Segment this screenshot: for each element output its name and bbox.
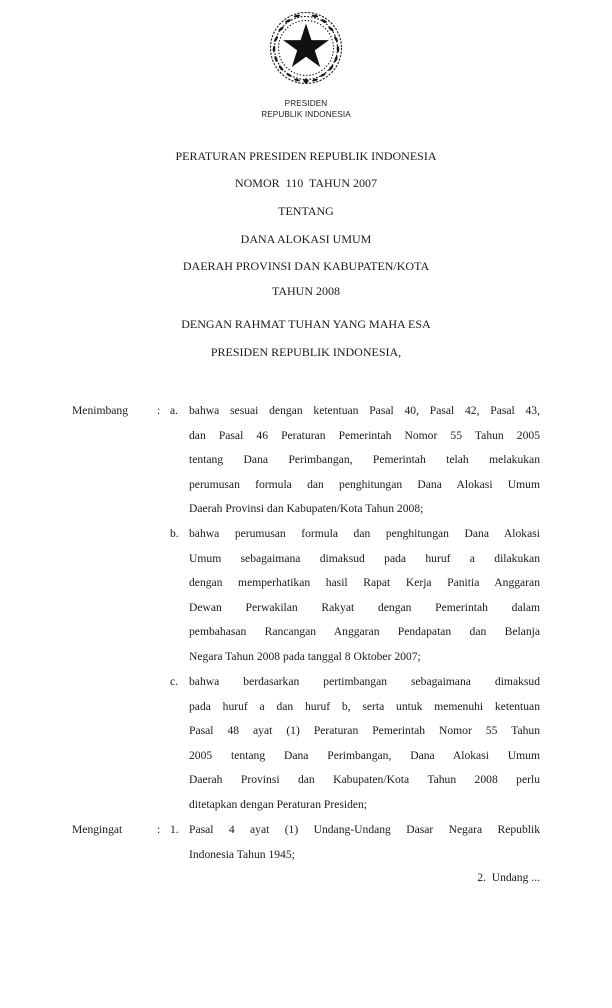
list-marker-a: a. [170, 404, 179, 417]
text-line: bahwa sesuai dengan ketentuan Pasal 40, Pasal 42, Pasal 43, [189, 404, 540, 417]
text-line: Daerah Provinsi dan Kabupaten/Kota Tahun 2008 perlu [189, 773, 540, 787]
emblem-caption-line2: REPUBLIK INDONESIA [261, 110, 351, 119]
text-line: pada huruf a dan huruf b, serta untuk memenuhi ketentuan [189, 699, 540, 713]
menimbang-item-c [189, 670, 540, 818]
section-label-mengingat: Mengingat [72, 823, 123, 836]
section-colon: : [157, 404, 161, 417]
list-marker-1: 1. [170, 823, 179, 836]
text-line: Pasal 48 ayat (1) Peraturan Pemerintah Nomor 55 Tahun [189, 724, 540, 738]
menimbang-item-a [189, 399, 540, 522]
text-line: ditetapkan dengan Peraturan Presiden; [189, 797, 368, 811]
text-line: 2005 tentang Dana Perimbangan, Dana Alokasi Umum [189, 748, 540, 762]
menimbang-item-b [189, 522, 540, 670]
presidential-seal-icon [267, 9, 345, 87]
text-line: perumusan formula dan penghitungan Dana Alokasi Umum [189, 477, 540, 491]
regulation-title: PERATURAN PRESIDEN REPUBLIK INDONESIA [175, 149, 437, 163]
list-marker-b: b. [170, 527, 179, 540]
title-tentang: TENTANG [278, 204, 334, 218]
text-line: pembahasan Rancangan Anggaran Pendapatan dan Belanja [189, 625, 540, 639]
text-line: bahwa berdasarkan pertimbangan sebagaimana dimaksud [189, 675, 540, 688]
text-line: bahwa perumusan formula dan penghitungan Dana Alokasi [189, 527, 540, 540]
section-label-menimbang: Menimbang [72, 404, 129, 417]
text-line: dan Pasal 46 Peraturan Pemerintah Nomor 55 Tahun 2005 [189, 428, 540, 442]
text-line: Pasal 4 ayat (1) Undang-Undang Dasar Negara Republik [189, 823, 540, 836]
title-subject-line2: DAERAH PROVINSI DAN KABUPATEN/KOTA [182, 259, 430, 273]
text-line: Umum sebagaimana dimaksud pada huruf a dilakukan [189, 551, 540, 565]
text-line: tentang Dana Perimbangan, Pemerintah telah melakukan [189, 453, 540, 467]
emblem-caption-line1: PRESIDEN [284, 99, 328, 108]
mengingat-item-1 [189, 818, 540, 867]
text-line: Dewan Perwakilan Rakyat dengan Pemerintah dalam [189, 600, 540, 614]
text-line: Indonesia Tahun 1945; [189, 847, 295, 861]
text-line: dengan memperhatikan hasil Rapat Kerja Panitia Anggaran [189, 576, 540, 590]
list-marker-c: c. [170, 675, 179, 688]
section-colon: : [157, 823, 161, 836]
text-line: Daerah Provinsi dan Kabupaten/Kota Tahun 2008; [189, 502, 424, 516]
title-subject-year: TAHUN 2008 [271, 284, 341, 298]
title-subject-line1: DANA ALOKASI UMUM [240, 232, 372, 246]
regulation-number: NOMOR 110 TAHUN 2007 [234, 176, 378, 190]
text-line: Negara Tahun 2008 pada tanggal 8 Oktober 2007; [189, 649, 421, 663]
preamble-president: PRESIDEN REPUBLIK INDONESIA, [210, 345, 402, 359]
page-continuation-note: 2. Undang ... [477, 871, 540, 884]
preamble-invocation: DENGAN RAHMAT TUHAN YANG MAHA ESA [181, 317, 431, 331]
